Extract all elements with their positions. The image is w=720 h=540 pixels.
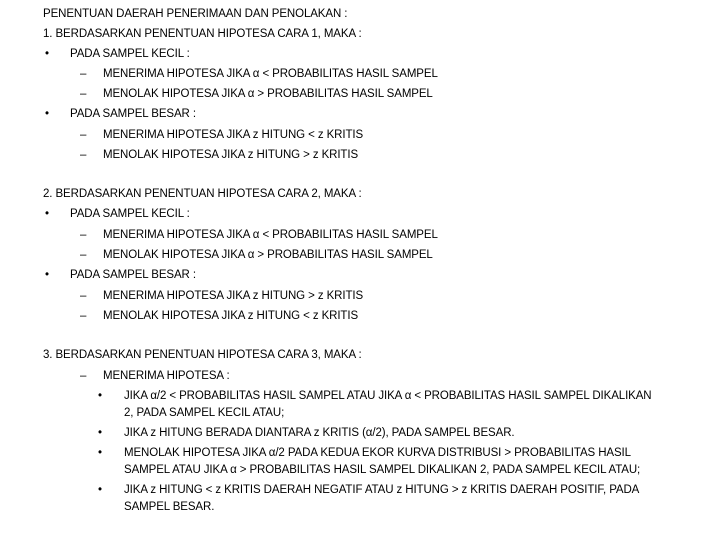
bullet-marker: • [98,427,103,439]
dash-marker: – [80,68,87,80]
section3-accept-label: MENERIMA HIPOTESA : [103,370,230,382]
bullet-marker: • [45,208,50,220]
dash-marker: – [80,88,87,100]
dash-marker: – [80,370,87,382]
dash-marker: – [80,290,87,302]
bullet-marker: • [98,447,103,459]
section2-heading: 2. BERDASARKAN PENENTUAN HIPOTESA CARA 2, MAKA : [43,188,362,200]
section2-small-label: PADA SAMPEL KECIL : [70,208,190,220]
section1-large-label: PADA SAMPEL BESAR : [70,108,196,120]
bullet-marker: • [98,484,103,496]
bullet-marker: • [45,108,50,120]
section2-small-accept: MENERIMA HIPOTESA JIKA α < PROBABILITAS HASIL SAMPEL [103,229,438,241]
section2-large-label: PADA SAMPEL BESAR : [70,269,196,281]
section3-item1-line2: 2, PADA SAMPEL KECIL ATAU; [124,407,285,419]
section3-heading: 3. BERDASARKAN PENENTUAN HIPOTESA CARA 3, MAKA : [43,349,362,361]
section1-small-reject: MENOLAK HIPOTESA JIKA α > PROBABILITAS HASIL SAMPEL [103,88,433,100]
dash-marker: – [80,249,87,261]
section3-item2: JIKA z HITUNG BERADA DIANTARA z KRITIS (α/2), PADA SAMPEL BESAR. [124,427,515,439]
section1-small-label: PADA SAMPEL KECIL : [70,48,190,60]
section3-item3-line2: SAMPEL ATAU JIKA α > PROBABILITAS HASIL SAMPEL DIKALIKAN 2, PADA SAMPEL KECIL ATAU; [124,464,641,476]
bullet-marker: • [45,269,50,281]
dash-marker: – [80,229,87,241]
section2-large-reject: MENOLAK HIPOTESA JIKA z HITUNG < z KRITIS [103,310,359,322]
section3-item1-line1: JIKA α/2 < PROBABILITAS HASIL SAMPEL ATAU JIKA α < PROBABILITAS HASIL SAMPEL DIKALIKAN [124,390,652,402]
bullet-marker: • [45,48,50,60]
section3-item4-line1: JIKA z HITUNG < z KRITIS DAERAH NEGATIF ATAU z HITUNG > z KRITIS DAERAH POSITIF, PADA [124,484,640,496]
section3-item3-line1: MENOLAK HIPOTESA JIKA α/2 PADA KEDUA EKOR KURVA DISTRIBUSI > PROBABILITAS HASIL [124,447,631,459]
section3-item4-line2: SAMPEL BESAR. [124,501,215,513]
dash-marker: – [80,149,87,161]
document-title: PENENTUAN DAERAH PENERIMAAN DAN PENOLAKAN : [43,8,348,20]
dash-marker: – [80,310,87,322]
bullet-marker: • [98,390,103,402]
dash-marker: – [80,129,87,141]
section1-small-accept: MENERIMA HIPOTESA JIKA α < PROBABILITAS HASIL SAMPEL [103,68,438,80]
section2-small-reject: MENOLAK HIPOTESA JIKA α > PROBABILITAS HASIL SAMPEL [103,249,433,261]
section1-large-reject: MENOLAK HIPOTESA JIKA z HITUNG > z KRITIS [103,149,359,161]
section1-heading: 1. BERDASARKAN PENENTUAN HIPOTESA CARA 1, MAKA : [43,28,362,40]
section1-large-accept: MENERIMA HIPOTESA JIKA z HITUNG < z KRITIS [103,129,364,141]
section2-large-accept: MENERIMA HIPOTESA JIKA z HITUNG > z KRITIS [103,290,364,302]
